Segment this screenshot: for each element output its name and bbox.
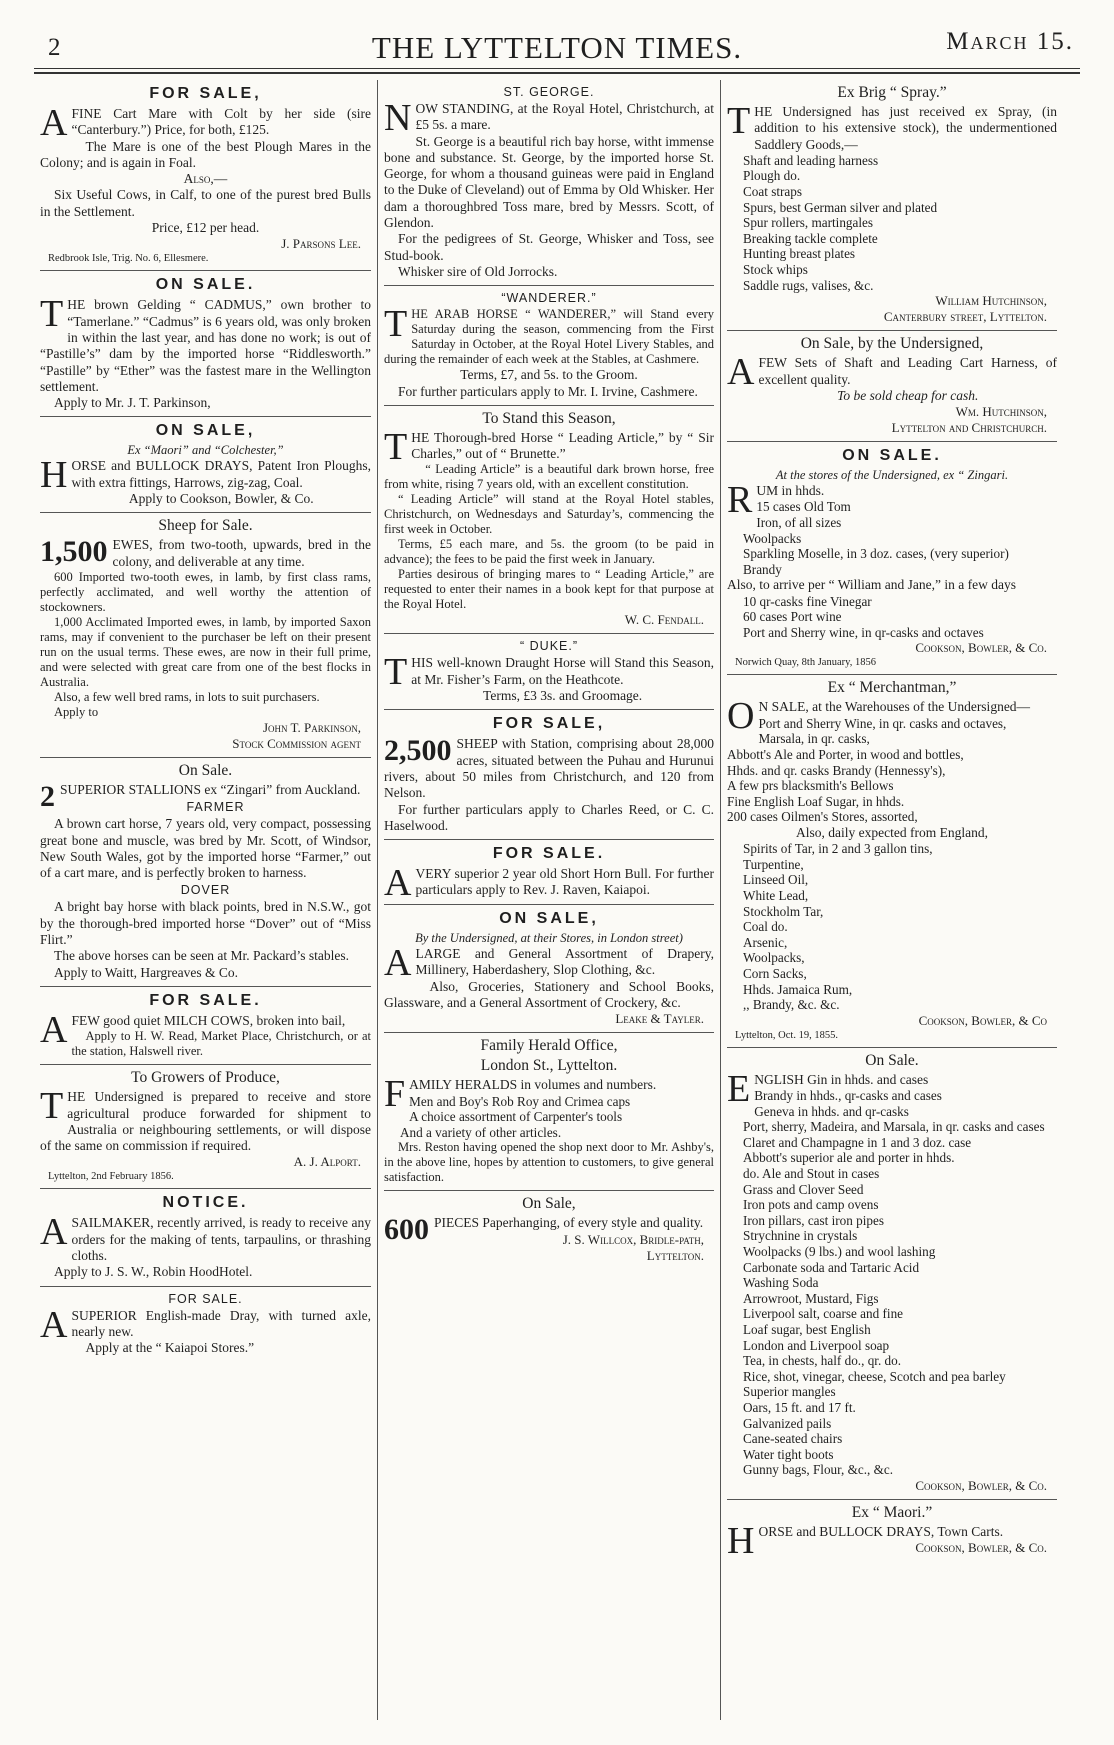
- ad-milch-cows: [40, 987, 371, 1065]
- list-item: Geneva in hhds. and qr-casks: [754, 1103, 909, 1119]
- ad-harness: [727, 331, 1057, 442]
- ad-body: Parties desirous of bringing mares to “ Leading Article,” are requested to enter their names in a book kept for that purpose at the Royal Hotel.: [384, 567, 714, 612]
- list-item: 60 cases Port wine: [743, 609, 842, 625]
- ad-family-herald: [384, 1033, 714, 1191]
- ad-signature: Leake & Tayler.: [615, 1011, 704, 1027]
- ad-signature: Cookson, Bowler, & Co: [918, 1012, 1047, 1028]
- list-item: Grass and Clover Seed: [743, 1181, 864, 1197]
- ad-st-george: [384, 80, 714, 286]
- ad-sheep-station: [384, 710, 714, 840]
- ad-cadmus: [40, 271, 371, 417]
- ad-item-list: [727, 153, 1057, 293]
- ad-item-list: [727, 594, 1057, 641]
- ad-signature: Wm. Hutchinson,: [955, 404, 1047, 420]
- ad-sailmaker: [40, 1189, 371, 1286]
- ad-subheading: By the Undersigned, at their Stores, in London street): [415, 931, 683, 946]
- big-number: 2,500: [384, 734, 452, 768]
- list-item: Sparkling Moselle, in 3 doz. cases, (very superior): [743, 546, 1009, 562]
- ad-item-list: [727, 716, 1057, 825]
- list-item: Iron pillars, cast iron pipes: [743, 1212, 884, 1228]
- list-item: Port and Sherry wine, in qr-casks and octaves: [743, 624, 984, 640]
- list-item: 15 cases Old Tom: [756, 499, 851, 515]
- ad-body: THIS well-known Draught Horse will Stand this Season, at Mr. Fisher’s Farm, on the Heathcote.: [384, 651, 714, 694]
- ad-heading: FOR SALE,: [149, 85, 262, 102]
- ad-apply: Apply to H. W. Read, Market Place, Christchurch, or at the station, Halswell river.: [71, 1029, 371, 1059]
- list-item: Coal do.: [743, 919, 788, 935]
- list-item: Fine English Loaf Sugar, in hhds.: [727, 793, 905, 809]
- drop-cap: R: [727, 479, 753, 522]
- big-number: 2: [40, 779, 55, 813]
- ad-also: Also, daily expected from England,: [796, 824, 988, 840]
- ad-body: A brown cart horse, 7 years old, very compact, possessing great bone and muscle, was bred by Mr. Scott, of Windsor, New South Wales, got by the imported horse “Farmer,” out of a cart mare, and is perfectly broken to harness.: [40, 816, 371, 881]
- ad-stallions: [40, 758, 371, 987]
- drop-cap: A: [40, 1303, 68, 1346]
- list-item: Abbott's superior ale and porter in hhds.: [743, 1150, 955, 1166]
- ad-body: ASUPERIOR English-made Dray, with turned axle, nearly new.: [40, 1303, 371, 1346]
- ad-body: THE ARAB HORSE “ WANDERER,” will Stand every Saturday during the season, commencing from the First Saturday in October, at the Royal Hotel Livery Stables, and during the remainder of each week at the Stables, at Cashmere.: [384, 303, 714, 367]
- ad-body: “ Leading Article” will stand at the Royal Hotel stables, Christchurch, on Wednesdays and Saturday’s, commencing the first week in October.: [384, 492, 714, 537]
- drop-cap: T: [384, 425, 408, 468]
- list-item: Galvanized pails: [743, 1415, 832, 1431]
- list-item: Breaking tackle complete: [743, 230, 878, 246]
- ad-body: ENGLISH Gin in hhds. and cases: [727, 1067, 929, 1110]
- ad-body: 2 SUPERIOR STALLIONS ex “Zingari” from Auckland.: [40, 779, 361, 813]
- drop-cap: H: [40, 454, 68, 497]
- drop-cap: T: [40, 293, 64, 336]
- ad-heading: ON SALE,: [499, 910, 599, 928]
- ad-heading: Ex Brig “ Spray.”: [837, 84, 947, 101]
- ad-signature: Cookson, Bowler, & Co.: [915, 1477, 1047, 1493]
- ad-body: HORSE and BULLOCK DRAYS, Patent Iron Ploughs, with extra fittings, Harrows, zig-zag, Coal.: [40, 454, 371, 497]
- list-item: Woolpacks: [743, 530, 802, 546]
- list-item: Carbonate soda and Tartaric Acid: [743, 1259, 920, 1275]
- list-item: Cane-seated chairs: [743, 1431, 843, 1447]
- ad-merchantman: [727, 675, 1057, 1047]
- ad-signature-line2: Stock Commission agent: [232, 735, 361, 751]
- drop-cap: T: [384, 303, 408, 346]
- ad-heading: “ DUKE.”: [520, 639, 578, 654]
- masthead-rule: [34, 68, 1080, 74]
- ad-also: Also, to arrive per “ William and Jane,” in a few days: [727, 577, 1016, 593]
- ad-heading: FOR SALE.: [492, 845, 606, 863]
- ad-zingari: [727, 442, 1057, 675]
- list-item: Port and Sherry Wine, in qr. casks and octaves,: [758, 715, 1007, 731]
- ad-body: THE Thorough-bred Horse “ Leading Article,” by “ Sir Charles,” out of “ Brunette.”: [384, 425, 714, 468]
- ad-subheading: FARMER: [186, 800, 245, 815]
- ad-also: Also,—: [183, 171, 228, 187]
- list-item: Hhds. and qr. casks Brandy (Hennessy's),: [727, 762, 946, 778]
- drop-cap: T: [40, 1085, 64, 1128]
- issue-date: March 15.: [946, 28, 1074, 55]
- ad-body: 1,500 EWES, from two-tooth, upwards, bred in the colony, and deliverable at any time.: [40, 535, 371, 569]
- ad-body: 1,000 Acclimated Imported ewes, in lamb, by imported Saxon rams, may if convenient to the purchaser be left on their present run on the usual terms. These ewes, are now in their full prime, and were selected with great care from one of the best flocks in Australia.: [40, 614, 371, 689]
- ad-body: Mrs. Reston having opened the shop next door to Mr. Ashby's, in the above line, hopes by attention to customers, to give general satisfaction.: [384, 1140, 714, 1185]
- ad-signature: A. J. Alport.: [293, 1154, 361, 1170]
- ad-paperhanging: [384, 1191, 714, 1268]
- list-item: Loaf sugar, best English: [743, 1321, 871, 1337]
- list-item: Strychnine in crystals: [743, 1228, 858, 1244]
- ad-signature: J. Parsons Lee.: [281, 236, 361, 252]
- list-item: Marsala, in qr. casks,: [758, 731, 870, 747]
- ad-maori-drays: [727, 1500, 1057, 1562]
- ad-heading: Ex “ Merchantman,”: [827, 679, 957, 697]
- list-item: ,, Brandy, &c. &c.: [743, 997, 840, 1013]
- drop-cap: A: [384, 942, 412, 985]
- list-item: Claret and Champagne in 1 and 3 doz. case: [743, 1134, 972, 1150]
- ad-subheading: At the stores of the Undersigned, ex “ Zingari.: [775, 468, 1009, 483]
- newspaper-title: THE LYTTELTON TIMES.: [371, 30, 743, 65]
- ad-body: NOW STANDING, at the Royal Hotel, Christchurch, at £5 5s. a mare.: [384, 97, 714, 139]
- ad-dateline: Lyttelton, Oct. 19, 1855.: [735, 1029, 838, 1041]
- ad-body: HORSE and BULLOCK DRAYS, Town Carts.: [727, 1519, 1004, 1562]
- ad-body: AFEW Sets of Shaft and Leading Cart Harness, of excellent quality.: [727, 351, 1057, 394]
- ad-heading: NOTICE.: [162, 1194, 249, 1212]
- ad-body: A bright bay horse with black points, bred in N.S.W., got by the thorough-bred imported horse “Dover” out of “Miss Flirt.”: [40, 899, 371, 948]
- ad-heading: On Sale, by the Undersigned,: [800, 335, 984, 353]
- page-number: 2: [48, 34, 61, 61]
- list-item: Shaft and leading harness: [743, 152, 879, 168]
- ad-body: For further particulars apply to Mr. I. Irvine, Cashmere.: [398, 383, 698, 399]
- ad-leading-article: [384, 406, 714, 635]
- ad-wanderer: [384, 286, 714, 406]
- ad-signature-line2: Canterbury street, Lyttelton.: [883, 309, 1047, 325]
- column-1: [34, 80, 377, 1720]
- ad-signature: J. S. Willcox, Bridle-path,: [562, 1231, 704, 1247]
- ad-dateline: Lyttelton, 2nd February 1856.: [48, 1171, 174, 1183]
- ad-heading: “WANDERER.”: [501, 291, 597, 306]
- ad-heading-line2: London St., Lyttelton.: [480, 1057, 618, 1075]
- ad-terms: Terms, £7, and 5s. to the Groom.: [460, 367, 638, 383]
- drop-cap: E: [727, 1067, 751, 1110]
- ad-growers: [40, 1065, 371, 1189]
- ad-body: The Mare is one of the best Plough Mares in the Colony; and is again in Foal.: [40, 138, 371, 170]
- ad-body: Six Useful Cows, in Calf, to one of the purest bred Bulls in the Settlement.: [40, 187, 371, 219]
- ad-bull: [384, 840, 714, 905]
- ad-signature: John T. Parkinson,: [262, 719, 361, 735]
- list-item: Port, sherry, Madeira, and Marsala, in qr. casks and cases: [743, 1119, 1045, 1135]
- ad-body: For the pedigrees of St. George, Whisker and Toss, see Stud-book.: [384, 231, 714, 263]
- ad-heading: To Stand this Season,: [482, 409, 616, 427]
- drop-cap: H: [727, 1519, 755, 1562]
- list-item: Plough do.: [743, 168, 801, 184]
- ad-heading: On Sale.: [178, 761, 233, 779]
- list-item: Arrowroot, Mustard, Figs: [743, 1290, 879, 1306]
- drop-cap: A: [40, 1008, 68, 1051]
- ad-heading: ON SALE,: [155, 422, 256, 440]
- list-item: Brandy in hhds., qr-casks and cases: [754, 1088, 942, 1104]
- ad-body: Also, Groceries, Stationery and School Books, Glassware, and a General Assortment of Crockery, &c.: [384, 978, 714, 1011]
- ad-apply: Apply to: [54, 704, 99, 719]
- ad-signature: Cookson, Bowler, & Co.: [915, 1540, 1047, 1556]
- list-item: 10 qr-casks fine Vinegar: [743, 593, 872, 609]
- list-item: Woolpacks (9 lbs.) and wool lashing: [743, 1243, 936, 1259]
- drop-cap: A: [40, 1211, 68, 1254]
- ad-body: 2,500 SHEEP with Station, comprising about 28,000 acres, situated between the Puhau and Hurunui rivers, about 50 miles from Christchurch, and 120 from Nelson.: [384, 734, 714, 801]
- big-number: 1,500: [40, 535, 108, 569]
- ad-heading: To Growers of Produce,: [131, 1069, 280, 1087]
- ad-body: AVERY superior 2 year old Short Horn Bull. For further particulars apply to Rev. J. Raven, Kaiapoi.: [384, 862, 714, 905]
- ad-heading: ON SALE.: [842, 447, 942, 465]
- list-item: Hhds. Jamaica Rum,: [743, 981, 853, 997]
- ad-terms: Terms, £3 3s. and Groomage.: [483, 688, 643, 704]
- ad-drays: [40, 417, 371, 513]
- list-item: Stock whips: [743, 262, 808, 278]
- list-item: Stockholm Tar,: [743, 903, 824, 919]
- ad-body: Also, a few well bred rams, in lots to suit purchasers.: [54, 689, 320, 704]
- list-item: Iron pots and camp ovens: [743, 1197, 879, 1213]
- ad-signature: Cookson, Bowler, & Co.: [915, 640, 1047, 656]
- list-item: Turpentine,: [743, 856, 804, 872]
- list-item: Iron, of all sizes: [756, 515, 842, 531]
- big-number: 600: [384, 1213, 429, 1247]
- list-item: A few prs blacksmith's Bellows: [727, 778, 894, 794]
- ad-heading: FOR SALE.: [149, 991, 262, 1009]
- list-item: Hunting breast plates: [743, 246, 856, 262]
- list-item: Coat straps: [743, 184, 802, 200]
- ad-dateline: Redbrook Isle, Trig. No. 6, Ellesmere.: [48, 253, 209, 265]
- ad-subheading: DOVER: [180, 883, 231, 898]
- list-item: Spirits of Tar, in 2 and 3 gallon tins,: [743, 841, 933, 857]
- list-item: Abbott's Ale and Porter, in wood and bottles,: [727, 746, 964, 762]
- ad-price: Price, £12 per head.: [151, 220, 260, 236]
- ad-apply: Apply to Cookson, Bowler, & Co.: [128, 491, 314, 507]
- ad-heading: ST. GEORGE.: [503, 85, 595, 99]
- columns: [34, 80, 1080, 1720]
- drop-cap: T: [727, 100, 751, 142]
- list-item: Corn Sacks,: [743, 965, 807, 981]
- list-item: Spurs, best German silver and plated: [743, 199, 938, 215]
- list-item: Spur rollers, martingales: [743, 215, 874, 231]
- list-item: do. Ale and Stout in cases: [743, 1166, 880, 1182]
- ad-body: St. George is a beautiful rich bay horse, witht immense bone and substance. St. George, by the imported horse St. George, for whom a thousand guineas were paid in England to the Duke of Cleveland) out of Emma by Old Whisker. Her dam a thoroughbred Toss mare, bred by Messrs. Scott, of Glendon.: [384, 133, 714, 231]
- drop-cap: A: [727, 351, 755, 394]
- list-item: Washing Soda: [743, 1275, 819, 1291]
- ad-item-list: [727, 841, 1057, 1013]
- list-item: Men and Boy's Rob Roy and Crimea caps: [409, 1093, 631, 1109]
- ad-body: AFINE Cart Mare with Colt by her side (sire “Canterbury.”) Price, for both, £125.: [40, 102, 371, 144]
- ad-signature-line2: Lyttelton and Christchurch.: [891, 420, 1047, 436]
- ad-signature: W. C. Fendall.: [624, 612, 704, 628]
- list-item: White Lead,: [743, 888, 809, 903]
- ad-body: AFEW good quiet MILCH COWS, broken into bail,: [40, 1008, 346, 1051]
- ad-heading: Family Herald Office,: [480, 1037, 618, 1055]
- ad-signature-line2: Lyttelton.: [646, 1247, 704, 1263]
- ad-body: For further particulars apply to Charles Reed, or C. C. Haselwood.: [384, 801, 714, 833]
- ad-item-list: [384, 1094, 714, 1141]
- ad-item-list: [727, 1088, 1057, 1478]
- drop-cap: N: [384, 97, 412, 139]
- ad-body: 600 PIECES Paperhanging, of every style and quality.: [384, 1213, 704, 1247]
- drop-cap: T: [384, 651, 408, 694]
- drop-cap: F: [384, 1073, 406, 1116]
- list-item: Gunny bags, Flour, &c., &c.: [743, 1462, 894, 1478]
- list-item: Tea, in chests, half do., qr. do.: [743, 1353, 902, 1369]
- masthead: [34, 22, 1080, 68]
- ad-body: “ Leading Article” is a beautiful dark brown horse, free from white, rising 7 years old, with an excellent constitution.: [384, 462, 714, 492]
- ad-cart-mare: [40, 80, 371, 271]
- ad-dray: [40, 1287, 371, 1362]
- ad-body: ASAILMAKER, recently arrived, is ready to receive any orders for the making of tents, tarpaulins, or thrashing cloths.: [40, 1211, 371, 1263]
- list-item: Oars, 15 ft. and 17 ft.: [743, 1399, 856, 1415]
- list-item: Brandy: [743, 561, 782, 577]
- ad-subheading: Ex “Maori” and “Colchester,”: [127, 443, 284, 458]
- ad-dateline: Norwich Quay, 8th January, 1856: [735, 657, 876, 669]
- list-item: London and Liverpool soap: [743, 1337, 890, 1353]
- ad-item-list: [727, 499, 1057, 577]
- list-item: Superior mangles: [743, 1384, 836, 1400]
- ad-duke: [384, 634, 714, 710]
- ad-apply: Apply to J. S. W., Robin HoodHotel.: [54, 1264, 253, 1280]
- list-item: A choice assortment of Carpenter's tools: [409, 1109, 623, 1125]
- ad-apply: Apply to Mr. J. T. Parkinson,: [54, 395, 211, 411]
- ad-body: Whisker sire of Old Jorrocks.: [398, 263, 558, 279]
- ad-body: FAMILY HERALDS in volumes and numbers.: [384, 1073, 657, 1116]
- ad-apply: Apply to Waitt, Hargreaves & Co.: [54, 964, 239, 980]
- ad-heading: FOR SALE,: [492, 715, 606, 733]
- ad-heading: On Sale.: [865, 1051, 919, 1069]
- list-item: Rice, shot, vinegar, cheese, Scotch and pea barley: [743, 1368, 1006, 1384]
- ad-english-gin: [727, 1048, 1057, 1500]
- list-item: Linseed Oil,: [743, 872, 809, 888]
- list-item: Water tight boots: [743, 1446, 834, 1462]
- ad-note: To be sold cheap for cash.: [837, 387, 979, 403]
- list-item: Liverpool salt, coarse and fine: [743, 1306, 904, 1322]
- ad-body: The above horses can be seen at Mr. Packard’s stables.: [54, 948, 350, 964]
- ad-signature: William Hutchinson,: [935, 293, 1047, 309]
- ad-body: 600 Imported two-tooth ewes, in lamb, by first class rams, perfectly acclimated, and well worthy the attention of stockowners.: [40, 569, 371, 614]
- ad-body: RUM in hhds.: [727, 479, 825, 522]
- ad-heading: FOR SALE.: [168, 1291, 243, 1306]
- list-item: Saddle rugs, valises, &c.: [743, 277, 874, 293]
- ad-heading: ON SALE.: [155, 276, 256, 294]
- ad-body: O N SALE, at the Warehouses of the Undersigned—: [727, 695, 1031, 738]
- ad-body: Terms, £5 each mare, and 5s. the groom (to be paid in advance); the fees to be paid the first week in January.: [384, 537, 714, 567]
- ad-heading: On Sale,: [522, 1195, 576, 1213]
- ad-apply: Apply at the “ Kaiapoi Stores.”: [85, 1340, 255, 1356]
- ad-body: ALARGE and General Assortment of Drapery, Millinery, Haberdashery, Slop Clothing, &c.: [384, 942, 714, 985]
- ad-heading: Sheep for Sale.: [158, 517, 253, 535]
- ad-drapery: [384, 905, 714, 1033]
- ad-sheep: [40, 513, 371, 758]
- column-3: [720, 80, 1063, 1720]
- ad-body: THE brown Gelding “ CADMUS,” own brother to “Tamerlane.” “Cadmus” is 6 years old, was only broken in within the last year, and has done no work; is out of “Pastille’s” dam by the imported horse “Riddlesworth.” “Pastille” by “Ether” was the fastest mare in the Wellington settlement.: [40, 293, 371, 394]
- drop-cap: A: [40, 102, 68, 144]
- list-item: And a variety of other articles.: [400, 1124, 562, 1140]
- column-2: [377, 80, 720, 1720]
- ad-body: THE Undersigned has just received ex Spray, (in addition to his extensive stock), the undermentioned Saddlery Goods,—: [727, 100, 1057, 152]
- drop-cap: O: [727, 695, 755, 738]
- ad-body: THE Undersigned is prepared to receive and store agricultural produce forwarded for shipment to Australia or neighbouring settlements, or will dispose of the same on commission if required.: [40, 1085, 371, 1154]
- ad-heading: Ex “ Maori.”: [851, 1503, 933, 1521]
- list-item: Woolpacks,: [743, 950, 805, 966]
- list-item: Arsenic,: [743, 934, 788, 950]
- drop-cap: A: [384, 862, 412, 905]
- ad-spray: [727, 80, 1057, 331]
- list-item: 200 cases Oilmen's Stores, assorted,: [727, 809, 918, 825]
